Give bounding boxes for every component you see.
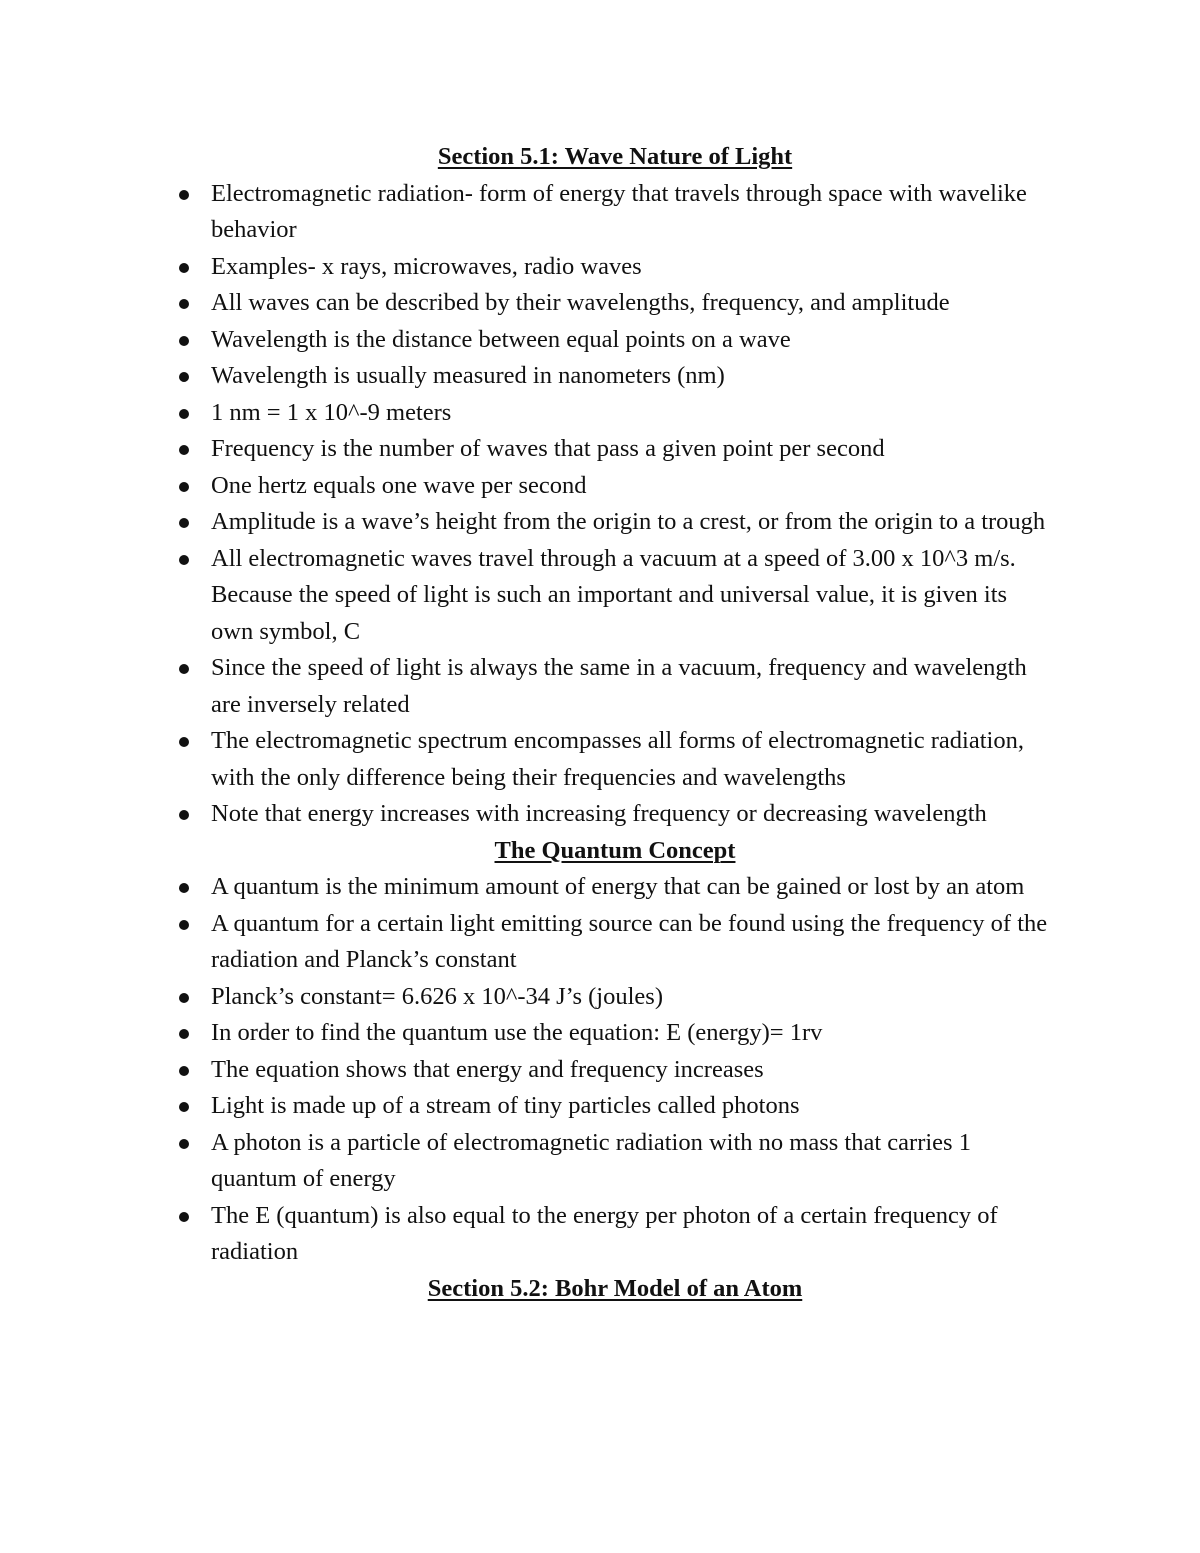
section-heading: The Quantum Concept xyxy=(494,836,736,864)
list-item xyxy=(175,1052,1055,1089)
bullet-icon xyxy=(179,299,189,309)
list-item xyxy=(175,358,1055,395)
list-item-text: A quantum is the minimum amount of energy that can be gained or lost by an atom xyxy=(211,873,1025,900)
section-heading: Section 5.2: Bohr Model of an Atom xyxy=(427,1274,803,1302)
list-item-text: The electromagnetic spectrum encompasses all forms of electromagnetic radiation, with the only difference being their frequencies and wavelengths xyxy=(211,727,1024,791)
list-item xyxy=(175,431,1055,468)
list-item-text: Light is made up of a stream of tiny particles called photons xyxy=(211,1092,800,1119)
page-content xyxy=(175,139,1055,1307)
list-item xyxy=(175,906,1055,979)
bullet-list xyxy=(175,869,1055,1271)
list-item xyxy=(175,249,1055,286)
list-item xyxy=(175,285,1055,322)
bullet-icon xyxy=(179,1029,189,1039)
list-item-text: 1 nm = 1 x 10^-9 meters xyxy=(211,398,452,426)
bullet-icon xyxy=(179,737,189,747)
bullet-icon xyxy=(179,518,189,528)
list-item xyxy=(175,723,1055,796)
bullet-icon xyxy=(179,920,189,930)
list-item-text: In order to find the quantum use the equation: E (energy)= 1rv xyxy=(211,1019,823,1046)
bullet-icon xyxy=(179,810,189,820)
bullet-icon xyxy=(179,263,189,273)
list-item-text: One hertz equals one wave per second xyxy=(211,471,587,499)
list-item-text: Note that energy increases with increasing frequency or decreasing wavelength xyxy=(211,800,987,827)
bullet-icon xyxy=(179,372,189,382)
list-item-text: Amplitude is a wave’s height from the origin to a crest, or from the origin to a trough xyxy=(211,508,1046,535)
bullet-icon xyxy=(179,336,189,346)
bullet-icon xyxy=(179,409,189,419)
list-item xyxy=(175,1125,1055,1198)
bullet-icon xyxy=(179,1066,189,1076)
list-item-text: A photon is a particle of electromagnetic radiation with no mass that carries 1 quantum of energy xyxy=(211,1128,971,1192)
list-item xyxy=(175,395,1055,432)
bullet-icon xyxy=(179,993,189,1003)
list-item-text: Electromagnetic radiation- form of energy that travels through space with wavelike behavior xyxy=(211,179,1027,243)
list-item xyxy=(175,979,1055,1016)
list-item-text: Wavelength is usually measured in nanometers (nm) xyxy=(211,362,725,389)
list-item-text: Planck’s constant= 6.626 x 10^-34 J’s (joules) xyxy=(211,982,663,1010)
list-item xyxy=(175,1015,1055,1052)
list-item xyxy=(175,322,1055,359)
bullet-icon xyxy=(179,883,189,893)
list-item-text: The E (quantum) is also equal to the energy per photon of a certain frequency of radiation xyxy=(211,1201,998,1265)
section-bohr-model xyxy=(175,1271,1055,1308)
bullet-icon xyxy=(179,482,189,492)
bullet-icon xyxy=(179,555,189,565)
list-item-text: Examples- x rays, microwaves, radio waves xyxy=(211,252,642,280)
section-wave-nature xyxy=(175,139,1055,833)
list-item-text: Since the speed of light is always the same in a vacuum, frequency and wavelength are inversely related xyxy=(211,654,1027,718)
list-item xyxy=(175,468,1055,505)
list-item xyxy=(175,650,1055,723)
list-item xyxy=(175,176,1055,249)
section-quantum-concept xyxy=(175,833,1055,1271)
bullet-icon xyxy=(179,445,189,455)
bullet-icon xyxy=(179,664,189,674)
list-item xyxy=(175,541,1055,651)
bullet-icon xyxy=(179,1212,189,1222)
list-item-text: Wavelength is the distance between equal points on a wave xyxy=(211,325,791,353)
list-item-text: All electromagnetic waves travel through a vacuum at a speed of 3.00 x 10^3 m/s. Because the speed of light is such an important and universal value, it is given its own symbol, C xyxy=(211,544,1016,645)
list-item-text: Frequency is the number of waves that pass a given point per second xyxy=(211,435,885,462)
list-item xyxy=(175,504,1055,541)
list-item xyxy=(175,1088,1055,1125)
list-item-text: A quantum for a certain light emitting source can be found using the frequency of the radiation and Planck’s constant xyxy=(211,909,1048,973)
bullet-icon xyxy=(179,1139,189,1149)
list-item xyxy=(175,869,1055,906)
bullet-icon xyxy=(179,1102,189,1112)
list-item xyxy=(175,796,1055,833)
list-item xyxy=(175,1198,1055,1271)
list-item-text: The equation shows that energy and frequency increases xyxy=(211,1055,764,1083)
list-item-text: All waves can be described by their wavelengths, frequency, and amplitude xyxy=(211,289,950,316)
section-heading: Section 5.1: Wave Nature of Light xyxy=(437,143,793,170)
bullet-list xyxy=(175,176,1055,833)
bullet-icon xyxy=(179,190,189,200)
